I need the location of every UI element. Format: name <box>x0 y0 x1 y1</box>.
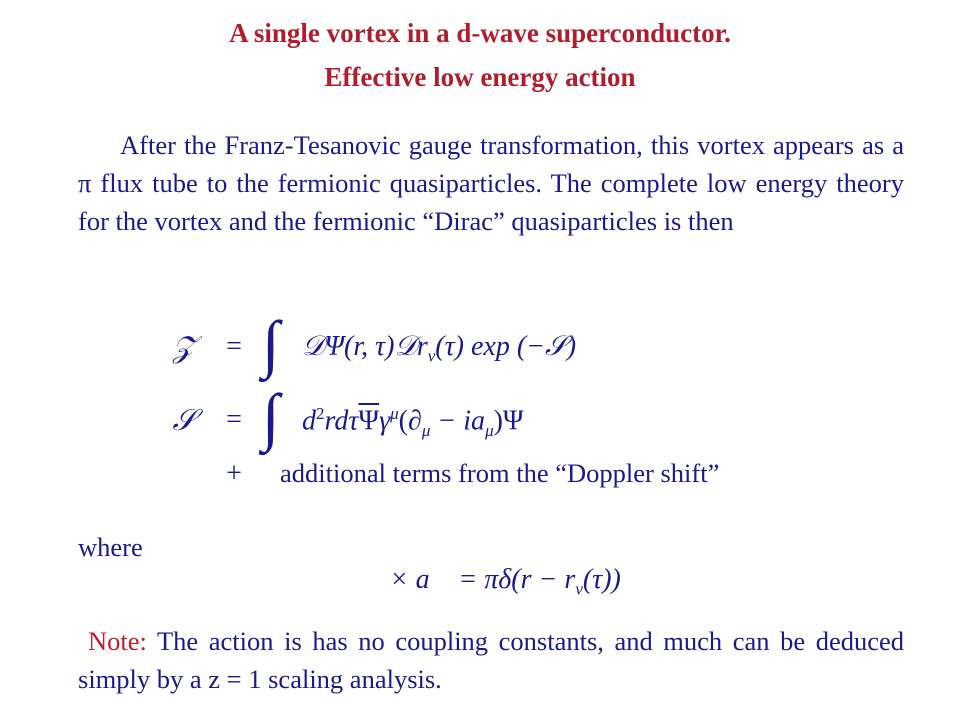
z-rhs <box>302 331 576 367</box>
intro-paragraph: After the Franz-Tesanovic gauge transformation, this vortex appears as a π flux tube to the fermionic quasiparticles. The complete low energy theory for the vortex and the fermionic “Dirac” quasiparticles is then <box>78 130 904 236</box>
slide-subtitle-text: Effective low energy action <box>324 62 636 92</box>
s-equals: = <box>226 404 242 435</box>
note-text: The action is has no coupling constants, and much can be deduced simply by a z = 1 scaling analysis. <box>78 626 904 694</box>
s-rhs-sup: 2 <box>316 404 325 423</box>
z-lhs: 𝒵 <box>172 331 196 364</box>
s-lhs: 𝒮 <box>172 404 196 437</box>
curl-main: ∇⃗ × a⃗ = πδ(r − r <box>339 564 576 595</box>
s-rhs-ia: − ia <box>430 405 486 437</box>
s-rhs <box>302 404 524 441</box>
z-rhs-sub: v <box>427 346 436 366</box>
s-rhs-gamma: γ <box>379 405 391 437</box>
note-paragraph <box>78 622 904 698</box>
z-equals: = <box>226 331 242 362</box>
slide-title <box>0 18 960 49</box>
curl-sub: v <box>575 579 583 599</box>
additional-terms-text: additional terms from the “Doppler shift” <box>280 458 720 488</box>
s-rhs-mu3: μ <box>485 420 494 440</box>
note-label: Note: <box>88 626 147 656</box>
s-rhs-rdtau: rdτ <box>324 405 359 437</box>
where-label: where <box>78 532 143 562</box>
curl-equation <box>0 564 960 600</box>
plus-sign: + <box>226 458 242 489</box>
s-rhs-d: d <box>302 405 316 437</box>
s-rhs-mu: μ <box>390 404 399 423</box>
s-rhs-partial: (∂ <box>398 405 422 437</box>
z-rhs-tail: (τ) exp (−𝒮) <box>435 331 577 362</box>
z-integral-sign: ∫ <box>262 308 280 379</box>
s-rhs-psi: )Ψ <box>493 405 524 437</box>
s-rhs-mu2: μ <box>421 420 431 440</box>
slide-subtitle <box>0 62 960 93</box>
z-rhs-main: 𝒟Ψ(r, τ)𝒟r <box>302 331 428 362</box>
curl-tail: (τ)) <box>582 564 621 595</box>
s-rhs-psibar: $\overline{\Psi}$ <box>358 405 380 437</box>
slide-title-text: A single vortex in a d-wave superconductor. <box>229 18 731 48</box>
s-integral-sign: ∫ <box>262 381 280 452</box>
